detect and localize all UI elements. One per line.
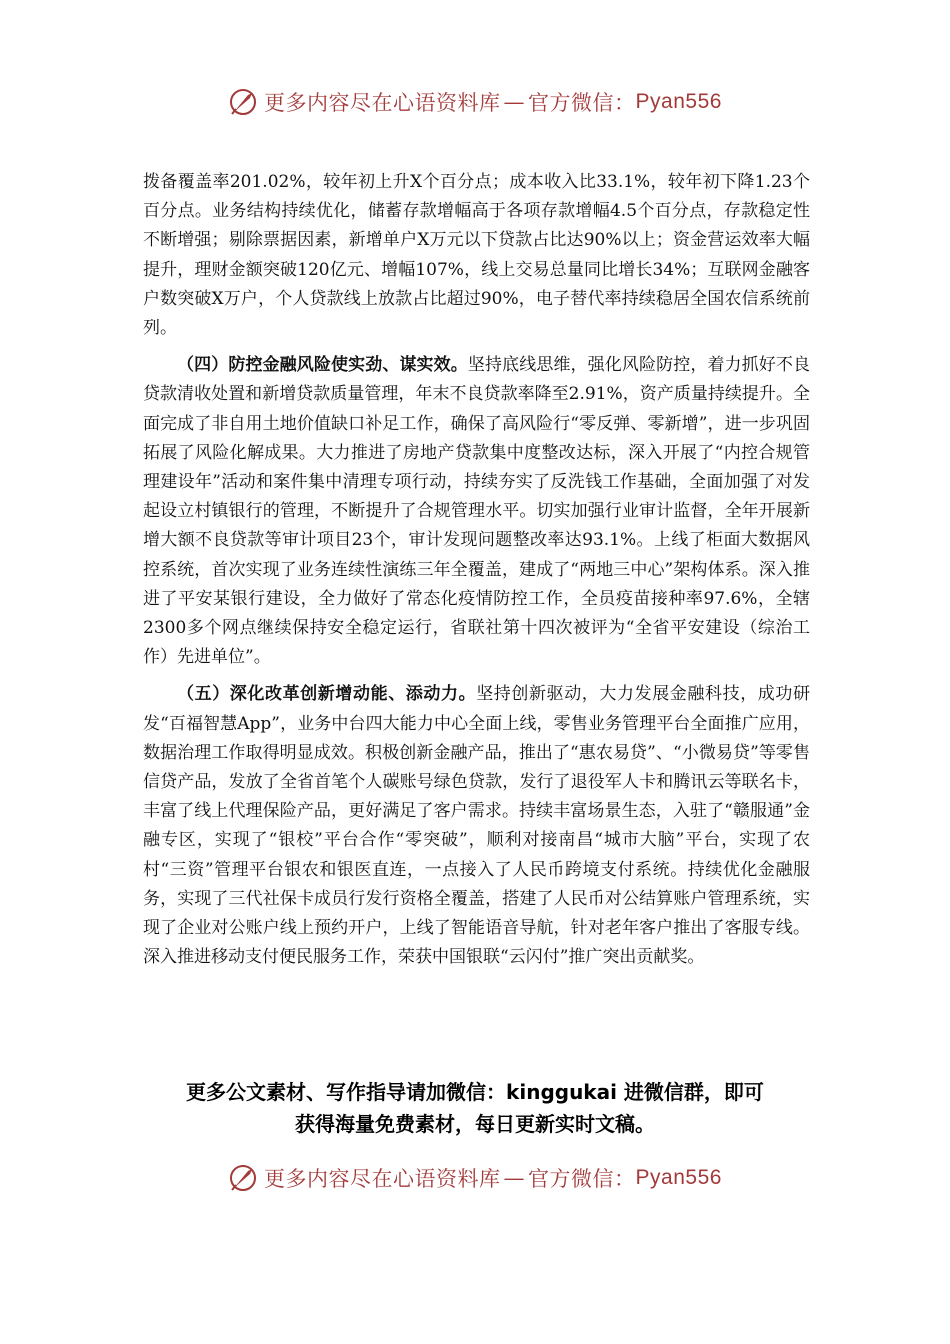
paragraph-body: 坚持底线思维，强化风险防控，着力抓好不良贷款清收处置和新增贷款质量管理，年末不良贷款率降至2.91%，资产质量持续提升。全面完成了非自用土地价值缺口补足工作，确保了高风险行“零反弹、零新增”，进一步巩固拓展了风险化解成果。大力推进了房地产贷款集中度整改达标，深入开展了“内控合规管理建设年”活动和案件集中清理专项行动，持续夯实了反洗钱工作基础，全面加强了对发起设立村镇银行的管理，不断提升了合规管理水平。切实加强行业审计监督，全年开展新增大额不良贷款等审计项目23个，审计发现问题整改率达93.1%。上线了柜面大数据风控系统，首次实现了业务连续性演练三年全覆盖，建成了“两地三中心”架构体系。深入推进了平安某银行建设，全力做好了常态化疫情防控工作，全员疫苗接种率97.6%，全辖2300多个网点继续保持安全稳定运行，省联社第十四次被评为“全省平安建设（综治工作）先进单位”。 xyxy=(143,355,811,668)
banner-label: 官方微信： xyxy=(528,1167,636,1191)
banner-separator: — xyxy=(503,1166,526,1190)
promo-line-2: 获得海量免费素材，每日更新实时文稿。 xyxy=(295,1112,655,1136)
footer-banner xyxy=(0,1160,950,1196)
section-heading: （四）防控金融风险使实劲、谋实效。 xyxy=(177,355,468,376)
banner-wechat-id: Pyan556 xyxy=(635,1166,722,1189)
paragraph-body: 坚持创新驱动，大力发展金融科技，成功研发“百福智慧App”，业务中台四大能力中心全面上线，零售业务管理平台全面推广应用，数据治理工作取得明显成效。积极创新金融产品，推出了“惠农易贷”、“小微易贷”等零售信贷产品，发放了全省首笔个人碳账号绿色贷款，发行了退役军人卡和腾讯云等联名卡，丰富了线上代理保险产品，更好满足了客户需求。持续丰富场景生态，入驻了“赣服通”金融专区，实现了“银校”平台合作“零突破”，顺利对接南昌“城市大脑”平台，实现了农村“三资”管理平台银农和银医直连，一点接入了人民币跨境支付系统。持续优化金融服务，实现了三代社保卡成员行发行资格全覆盖，搭建了人民币对公结算账户管理系统，实现了企业对公账户线上预约开户，上线了智能语音导航，针对老年客户推出了客服专线。深入推进移动支付便民服务工作，荣获中国银联“云闪付”推广突出贡献奖。 xyxy=(143,684,811,968)
paragraph-body: 拨备覆盖率201.02%，较年初上升X个百分点；成本收入比33.1%，较年初下降1.23个百分点。业务结构持续优化，储蓄存款增幅高于各项存款增幅4.5个百分点，存款稳定性不断增强；剔除票据因素，新增单户X万元以下贷款占比达90%以上；资金营运效率大幅提升，理财金额突破120亿元、增幅107%，线上交易总量同比增长34%；互联网金融客户数突破X万户，个人贷款线上放款占比超过90%，电子替代率持续稳居全国农信系统前列。 xyxy=(143,172,810,339)
quill-pen-icon xyxy=(228,1163,258,1193)
banner-title: 更多内容尽在心语资料库 xyxy=(264,91,501,115)
promo-notice xyxy=(120,1076,830,1140)
quill-pen-icon xyxy=(228,87,258,117)
banner-wechat-id: Pyan556 xyxy=(635,90,722,113)
paragraph-continued xyxy=(143,168,810,343)
promo-line-1: 更多公文素材、写作指导请加微信：kinggukai 进微信群，即可 xyxy=(186,1080,764,1104)
header-banner xyxy=(0,84,950,120)
banner-title: 更多内容尽在心语资料库 xyxy=(264,1167,501,1191)
paragraph-section-5 xyxy=(143,680,810,972)
banner-label: 官方微信： xyxy=(528,91,636,115)
paragraph-section-4 xyxy=(143,351,810,672)
document-body xyxy=(143,168,810,980)
banner-separator: — xyxy=(503,90,526,114)
section-heading: （五）深化改革创新增动能、添动力。 xyxy=(177,684,477,705)
